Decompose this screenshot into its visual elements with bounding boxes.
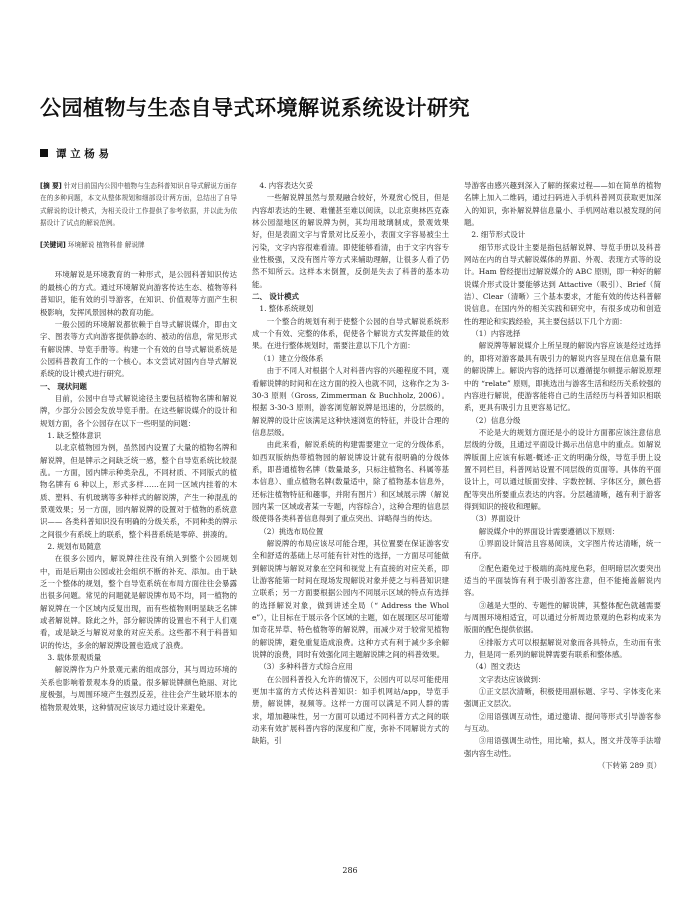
subsection-heading: （4）图文表达 xyxy=(471,662,521,672)
paragraph: 一般公园的环境解说都依赖于自导式解说媒介，即由文字、图表等方式向游客提供静态的、被动的信息，常见形式有解说牌、导览手册等。构建一个有效的自导式解说系统是公园科普教育工作的一个核心。本文尝试对国内自导式解说系统的设计模式进行研究。 xyxy=(40,319,237,379)
list-item: ②配色避免过于极端的高纯度色彩，但明暗层次要突出适当的平面装饰有利于吸引游客注意，但不能掩盖解说内容。 xyxy=(464,563,661,598)
column-1 xyxy=(40,180,237,714)
paragraph: 以北京植物园为例，虽然园内设置了大量的植物名牌和解说牌，但是牌示之间缺乏统一感，整个自导览系统比较混乱。一方面，园内牌示种类杂乱，不同材质、不同版式的植物名牌有 6 种以上，形式多样……在同一区域内挂着的木质、塑料、有机玻璃等多种样式的解说牌，产生一种混乱的景观效果；另一方面，园内解说牌的设置对于植物的系统意识—— 各类科普知识没有明确的分级关系，不同种类的牌示之间很少有系统上的联系，整个科普系统是零碎、拼凑的。 xyxy=(40,443,237,539)
section-heading: 一、 现状问题 xyxy=(40,381,87,391)
paragraph: 解说牌作为户外景观元素的组成部分，其与周边环境的关系也影响着景观本身的质量。很多解说牌颜色艳丽、对比度极强，与周围环境产生强烈反差，往往会产生破坏原本的植物景观效果，这种情况应该尽力通过设计来避免。 xyxy=(40,665,237,712)
subsection-heading: （3）界面设计 xyxy=(471,514,521,524)
list-item: ①正文层次清晰，积极使用副标题、字号、字体变化来强调正文层次。 xyxy=(464,687,661,709)
paragraph: 环境解说是环境教育的一种形式，是公园科普知识传达的最核心的方式。通过环境解说向游客传达生态、植物等科普知识，能有效的引导游客，在知识、价值观等方面产生积极影响，发挥风景园林的教育功能。 xyxy=(40,270,237,317)
paragraph: 由此来看，解说系统的构建需要建立一定的分级体系，如西双版纳热带植物园的解说牌设计就有很明确的分级体系，即普通植物名牌（数量最多，只标注植物名、科属等基本信息）、重点植物名牌(数量适中，除了植物基本信息外，还标注植物特征和趣事，并附有图片）和区域展示牌（解说园内某一区域或者某一专题，内容综合），这种合理的信息层级使得各类科普信息得到了重点突出、详略得当的传达。 xyxy=(252,440,449,524)
paragraph: 由于不同人对根据个人对科普内容的兴趣程度不同，观看解说牌的时间和在这方面的投入也就不同，这称作之为 3-30-3 原则（Gross, Zimmerman & Buchholz, 2006）。根据 3-30-3 原则，游客浏览解说牌是迅速的，分层级的，解说牌的设计应该满足这种快速浏览的特征，并设计合理的信息层级。 xyxy=(252,366,449,437)
subsection-heading: （1）内容选择 xyxy=(471,329,521,339)
subsection-heading: （2）信息分级 xyxy=(471,415,521,425)
paragraph: 导游客由感兴趣到深入了解的探索过程——如在简单的植物名牌上加入二维码，通过扫码进入手机科普网页获取更加深入的知识，弥补解说牌信息量小、手机网站难以被发现的问题。 xyxy=(464,181,661,228)
subsection-heading: 3. 载体景观质量 xyxy=(47,653,102,663)
paragraph: 不论是大的规划方面还是小的设计方面都应该注意信息层级的分级，且通过平面设计揭示出信息中的重点。如解说牌版面上应该有标题-概述-正文的明确分级，导览手册上设置不同栏目，科普网站设置不同层级的页面等。具体的平面设计上，可以通过版面安排、字数控制、字体区分，颜色搭配等突出所要重点表达的内容。分层越清晰，越有利于游客得到知识的接收和理解。 xyxy=(464,427,661,511)
article-title: 公园植物与生态自导式环境解说系统设计研究 xyxy=(40,96,470,120)
keywords: [关键词] 环境解说 植物科普 解说牌 xyxy=(40,241,145,250)
paragraph: 一个整合的规划有利于使整个公园的自导式解说系统形成一个有效、完整的体系，促使各个解说方式发挥最佳的效果。在进行整体规划时，需要注意以下几个方面： xyxy=(252,316,449,351)
list-item: ①界面设计简洁且容易阅读，文字图片传达清晰，统一有序。 xyxy=(464,538,661,561)
subsection-heading: 1. 整体系统规划 xyxy=(259,304,314,314)
column-3 xyxy=(464,180,661,773)
list-item: ③越是大型的、专题性的解说牌，其整体配色就越需要与周围环境相适宜，可以通过分析周边景观的色彩构成来为版面的配色提供依据。 xyxy=(464,600,661,635)
subsection-heading: 2. 规划布局随意 xyxy=(47,542,102,552)
subsection-heading: 1. 缺乏整体意识 xyxy=(47,430,102,440)
subsection-heading: 4. 内容表达欠妥 xyxy=(259,181,314,190)
subsection-heading: （3）多种科普方式综合应用 xyxy=(259,662,353,672)
column-2 xyxy=(252,180,449,748)
subsection-heading: （1）建立分级体系 xyxy=(259,353,324,363)
paragraph: 解说牌等解说媒介上所呈现的解说内容应该是经过选择的，即将对游客最具有吸引力的解说内容呈现在信息量有限的解说牌上。解说内容的选择可以遵循提尔顿提示解说原理中的 “relate” 原则，即挑选出与游客生活和经历关系较强的内容进行解说，使游客能将自己的生活经历与科普知识相联系，更具有吸引力且更容易记忆。 xyxy=(464,341,661,413)
abstract: [摘 要] 针对目前国内公园中植物与生态科普知识自导式解说方面存在的多种问题，本文从整体规划和细部设计两方面，总结出了自导式解说的设计模式，为相关设计工作提供了参考依据，并以此为依据设计了试点的解说范例。 xyxy=(40,182,238,227)
paragraph: 在很多公园内，解说牌往往没有纳入到整个公园规划中，而是后期由公园或社会组织不断的补充、添加。由于缺乏一个整体的规划，整个自导览系统在布局方面往往会暴露出很多问题。常见的问题就是解说牌布局不均，同一植物的解说牌在一个区域内反复出现，而有些植物则明显缺乏名牌或者解说牌。除此之外，部分解说牌的设置也不利于人们观看，或是缺乏与解说对象的对应关系。这些都不利于科普知识的传达，多余的解说牌设置也造成了浪费。 xyxy=(40,554,237,650)
subsection-heading: （2）挑选布局位置 xyxy=(259,526,324,536)
square-bullet-icon xyxy=(40,149,48,157)
paragraph: 一些解说牌虽然与景观融合较好，外观赏心悦目，但是内容却表达的生硬、难懂甚至难以阅读，以北京奥林匹克森林公园湿地区的解说牌为例，其均用玻璃制成，景观效果好，但是表面文字与背景对比反差小，表面文字容易被尘土污染，文字内容很难看清。即使能够看清，由于文字内容专业性极强，又没有图片等方式来辅助理解，让很多人看了仍然不知所云。这样本末倒置，反倒是失去了科普的基本功能。 xyxy=(252,193,449,289)
paragraph: 解说牌的布局应该尽可能合理，其位置要在保证游客安全和舒适的基础上尽可能有针对性的选择，一方面尽可能做到解说牌与解说对象在空间和视觉上有直接的对应关系，即让游客能第一时间在现场发现解说对象并使之与科普知识建立联系；另一方面要根据公园内不同展示区域的特点有选择的选择解说对象，做到讲述全局（“ Address the Whole”），让目标在于展示各个区域的主题，如在展现区尽可能增加奇花异草、特色植物等的解说牌，而减少对于较常见植物的解说牌，避免重复造成浪费。这种方式有利于减少多余解说牌的浪费，同时有效强化同主题解说牌之间的科普效果。 xyxy=(252,538,449,660)
paragraph: 目前，公园中自导式解说途径主要包括植物名牌和解说牌，少部分公园会发放导览手册。在这些解说媒介的设计和规划方面，各个公园存在以下一些明显的问题： xyxy=(40,393,237,428)
section-heading: 二、 设计模式 xyxy=(252,292,299,302)
paragraph: 细节形式设计主要是指包括解说牌、导览手册以及科普网站在内的自导式解说媒体的界面、外观、表现方式等的设计。Ham 曾经提出过解说媒介的 ABC 原则，即一种好的解说媒介形式设计要能够达到 Attactive（吸引）、Brief（简洁）、Clear（清晰）三个基本要求，才能有效的传达科普解说信息。在国内外的相关实践和研究中，有很多成功和创造性的理论和实践经验，其主要包括以下几个方面： xyxy=(464,242,661,326)
paragraph: 文字表达应该做到： xyxy=(478,674,546,684)
authors xyxy=(40,146,109,161)
paragraph: 在公园科普投入允许的情况下，公园内可以尽可能使用更加丰富的方式传达科普知识：如手机网站/app，导览手册，解说牌，视频等。这样一方面可以满足不同人群的需求，增加趣味性，另一方面可以通过不同科普方式之间的联动来有效扩展科普内容的深度和广度，弥补不同解说方式的缺陷，引 xyxy=(252,674,449,746)
continued-note: （下转第 289 页） xyxy=(597,761,661,771)
page-number: 286 xyxy=(342,866,358,875)
list-item: ②用语强调互动性，通过邀请、提问等形式引导游客参与互动。 xyxy=(464,711,661,734)
authors-names: 谭 立 杨 易 xyxy=(56,148,109,160)
list-item: ④排版方式可以根据解说对象而各具特点，生动而有张力，但是同一系列的解说牌需要有联系和整体感。 xyxy=(464,637,661,660)
paragraph: 解说媒介中的界面设计需要遵循以下原则： xyxy=(478,526,620,536)
list-item: ③用语强调生动性，用比喻，拟人，图文并茂等手法增强内容生动性。 xyxy=(464,736,661,758)
subsection-heading: 2. 细节形式设计 xyxy=(471,230,526,240)
